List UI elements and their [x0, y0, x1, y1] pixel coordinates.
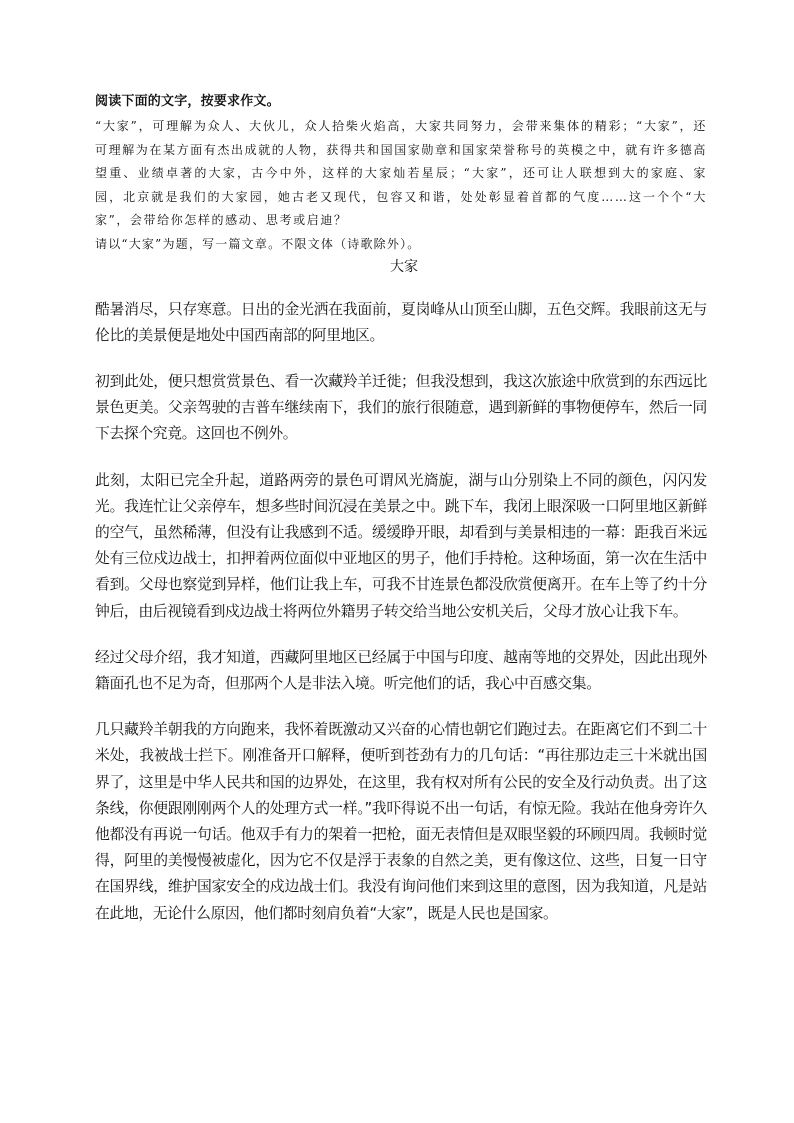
essay-paragraph: 此刻，太阳已完全升起，道路两旁的景色可谓风光旖旎，湖与山分别染上不同的颜色，闪闪发光。我连忙让父亲停车，想多些时间沉浸在美景之中。跳下车，我闭上眼深吸一口阿里地区新鲜的空气，虽然稀薄，但没有让我感到不适。缓缓睁开眼，却看到与美景相违的一幕：距我百米远处有三位戍边战士，扣押着两位面似中亚地区的男子，他们手持枪。这种场面，第一次在生活中看到。父母也察觉到异样，他们让我上车，可我不甘连景色都没欣赏便离开。在车上等了约十分钟后，由后视镜看到戍边战士将两位外籍男子转交给当地公安机关后，父母才放心让我下车。 — [95, 471, 707, 620]
essay-paragraph: 初到此处，便只想赏赏景色、看一次藏羚羊迁徙；但我没想到，我这次旅途中欣赏到的东西远比景色更美。父亲驾驶的吉普车继续南下，我们的旅行很随意，遇到新鲜的事物便停车，然后一同下去探个究竟。这回也不例外。 — [95, 372, 707, 443]
essay-paragraph: 几只藏羚羊朝我的方向跑来，我怀着既激动又兴奋的心情也朝它们跑过去。在距离它们不到二十米处，我被战士拦下。刚准备开口解释，便听到苍劲有力的几句话：“再往那边走三十米就出国界了，这里是中华人民共和国的边界处，在这里，我有权对所有公民的安全及行动负责。出了这条线，你便跟刚刚两个人的处理方式一样。”我吓得说不出一句话，有惊无险。我站在他身旁许久他都没有再说一句话。他双手有力的架着一把枪，面无表情但是双眼坚毅的环顾四周。我顿时觉得，阿里的美慢慢被虚化，因为它不仅是浮于表象的自然之美，更有像这位、这些，日复一日守在国界线，维护国家安全的戍边战士们。我没有询问他们来到这里的意图，因为我知道，凡是站在此地，无论什么原因，他们都时刻肩负着“大家”，既是人民也是国家。 — [95, 721, 707, 922]
prompt-instruction: 请以“大家”为题，写一篇文章。不限文体（诗歌除外）。 — [95, 236, 421, 251]
document-page — [95, 92, 707, 947]
essay-body — [95, 297, 707, 927]
essay-paragraph: 酷暑消尽，只存寒意。日出的金光洒在我面前，夏岗峰从山顶至山脚，五色交辉。我眼前这无与伦比的美景便是地处中国西南部的阿里地区。 — [95, 300, 707, 344]
prompt-body: “大家”，可理解为众人、大伙儿，众人拾柴火焰高，大家共同努力，会带来集体的精彩；“大家”，还可理解为在某方面有杰出成就的人物，获得共和国国家勋章和国家荣誉称号的英模之中，就有许多德高望重、业绩卓著的大家，古今中外，这样的大家灿若星辰；“大家”，还可让人联想到大的家庭、家园，北京就是我们的大家园，她古老又现代，包容又和谐，处处彰显着首都的气度……这一个个“大家”，会带给你怎样的感动、思考或启迪？ — [95, 119, 708, 227]
essay-paragraph: 经过父母介绍，我才知道，西藏阿里地区已经属于中国与印度、越南等地的交界处，因此出现外籍面孔也不足为奇，但那两个人是非法入境。听完他们的话，我心中百感交集。 — [95, 648, 707, 692]
essay-title: 大家 — [390, 258, 418, 275]
prompt-heading: 阅读下面的文字，按要求作文。 — [95, 94, 280, 109]
